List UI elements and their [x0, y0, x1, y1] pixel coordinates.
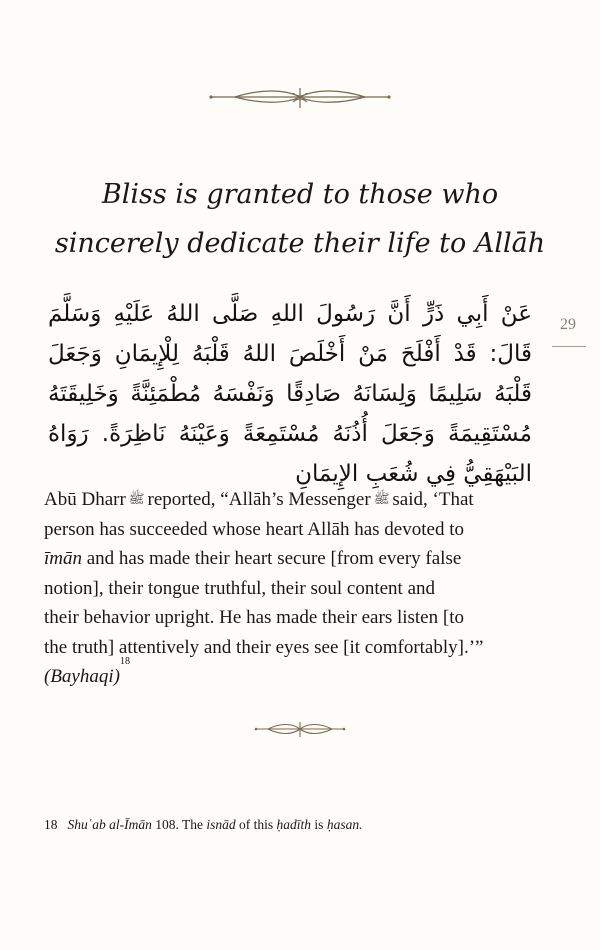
footnote-term-hadith: ḥadīth — [276, 817, 312, 832]
translation-line-3-text: and has made their heart secure [from every false — [86, 548, 462, 569]
translation-line-2 — [44, 515, 558, 545]
footnote-mid-text: of this — [239, 817, 274, 832]
term-iman: īmān — [44, 548, 82, 569]
title-line-2: sincerely dedicate their life to Allāh — [54, 228, 546, 259]
bottom-ornament — [0, 720, 600, 740]
translation-line-4-text: notion], their tongue truthful, their soul content and — [44, 577, 436, 599]
translation-line-1-end: said, ‘That — [392, 489, 474, 510]
translation-line-1-text: reported, “Allāh’s Messenger — [147, 489, 371, 510]
translation-line-5 — [44, 603, 558, 633]
footnote-ref: 18 — [119, 656, 130, 667]
source-name: (Bayhaqi) — [44, 666, 120, 687]
flourish-divider-icon — [252, 720, 348, 740]
arabic-hadith-text: عَنْ أَبِي ذَرٍّ أَنَّ رَسُولَ اللهِ صَلَّى اللهُ عَلَيْهِ وَسَلَّمَ قَالَ: قَدْ أَفْلَحَ مَنْ أَخْلَصَ اللهُ قَلْبَهُ لِلْإِيمَانِ وَجَعَلَ قَلْبَهُ سَلِيمًا وَلِسَانَهُ صَادِقًا وَنَفْسَهُ مُطْمَئِنَّةً وَخَلِيقَتَهُ مُسْتَقِيمَةً وَجَعَلَ أُذُنَهُ مُسْتَمِعَةً وَعَيْنَهُ نَاظِرَةً. رَوَاهُ البَيْهَقِيُّ فِي شُعَبِ الإِيمَانِ — [48, 301, 532, 487]
translation-line-4 — [44, 574, 558, 604]
flourish-divider-icon — [205, 86, 395, 112]
translation-line-2-text: person has succeeded whose heart Allāh has devoted to — [44, 518, 464, 540]
honorific-icon: ﷺ — [128, 492, 145, 507]
translation-line-1 — [44, 485, 558, 515]
footnote — [44, 817, 564, 833]
footnote-term-isnad: isnād — [206, 817, 236, 832]
footnote-source-title: Shuʿab al-Īmān — [67, 817, 152, 832]
translation-line-3 — [44, 544, 558, 574]
honorific-icon: ﷺ — [373, 492, 390, 507]
narrator-name: Abū Dharr — [44, 489, 126, 510]
translation-source — [44, 656, 558, 692]
footnote-grade: ḥasan. — [326, 817, 363, 832]
top-ornament — [0, 86, 600, 112]
page-number: 29 — [560, 316, 576, 333]
english-translation — [44, 485, 558, 692]
margin-rule — [552, 346, 586, 347]
title-line-1: Bliss is granted to those who — [101, 179, 499, 210]
chapter-title — [40, 170, 560, 268]
translation-line-5-text: their behavior upright. He has made their ears listen [to — [44, 607, 464, 628]
footnote-is: is — [314, 817, 324, 832]
footnote-number: 18 — [44, 817, 58, 832]
footnote-ref-text: 108. The — [155, 817, 203, 832]
translation-line-6-text: the truth] attentively and their eyes see [it comfortably].’” — [44, 636, 484, 658]
